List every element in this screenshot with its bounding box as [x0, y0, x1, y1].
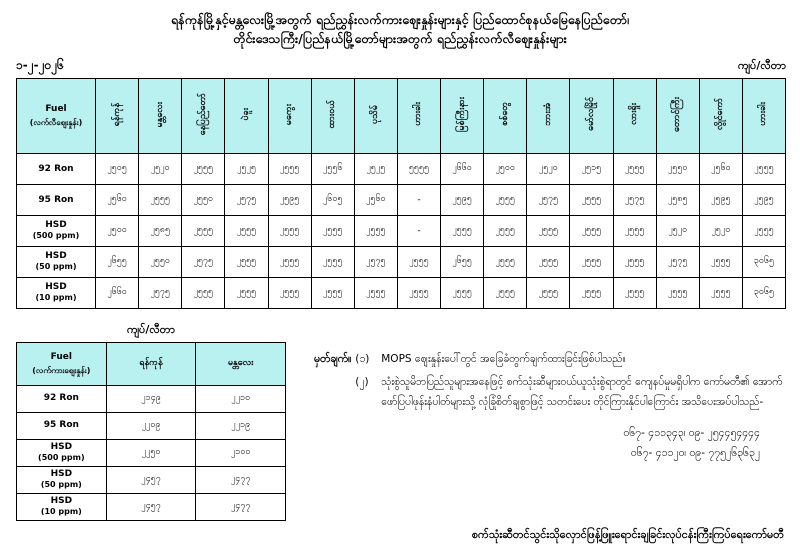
row-label	[17, 153, 96, 184]
notes-lead-label: မှတ်ချက်။	[314, 352, 352, 365]
price-cell: ၂၁၀၀	[196, 439, 286, 466]
column-header-city-8	[441, 78, 484, 153]
footer-committee-name: စက်သုံးဆီတင်သွင်းသိုလှောင်ဖြန့်ဖြူးရောင်းချခြင်းလုပ်ငန်းကြီးကြပ်ရေးကော်မတီ	[471, 528, 784, 541]
row-label	[17, 184, 96, 215]
title-line-2: တိုင်းဒေသကြီး/ပြည်နယ်မြို့တော်များအတွက် ရည်ညွှန်းလက်လီဈေးနှုန်းများ	[233, 31, 567, 47]
column-header-fuel	[17, 342, 107, 385]
row-label-text: HSD	[45, 220, 67, 231]
announcement-date: ၁-၂-၂၀၂၆	[16, 57, 64, 72]
column-header-city-7	[397, 78, 440, 153]
table-row	[17, 246, 786, 277]
city-label: ဘားအံ	[542, 102, 553, 126]
price-cell: ၂၂၁၀	[196, 385, 286, 412]
phone-line-2: ၀၆၇- ၄၁၁၂၀၊ ၀၉- ၇၇၅၂၆၃၆၃၂	[630, 446, 760, 459]
column-header-city-0	[96, 78, 139, 153]
price-cell: ၂၆၀၅	[311, 184, 354, 215]
price-cell: ၂၅၅၅	[441, 277, 484, 308]
city-label: မြစ်ကြီးနား	[456, 96, 467, 132]
city-label: မကွေး	[284, 103, 295, 125]
price-cell: ၂၅၅၀	[656, 153, 699, 184]
price-cell: ၂၅၅၅	[656, 277, 699, 308]
row-label-text: 92 Ron	[43, 392, 79, 403]
price-cell: ၂၅၅၅	[268, 153, 311, 184]
wholesale-unit-label: ကျပ်/လီတာ	[127, 322, 175, 336]
note-item	[314, 350, 784, 369]
price-cell: ၂၅၅၅	[484, 215, 527, 246]
price-cell: ၂၅၀၀	[96, 215, 139, 246]
price-cell: ၂၅၂၀	[656, 215, 699, 246]
price-cell: ၂၅၅၀	[139, 246, 182, 277]
price-cell: ၂၅၅၅	[441, 215, 484, 246]
row-label-sub: (10 ppm)	[35, 293, 77, 303]
column-header-city-11	[570, 78, 613, 153]
table-row	[17, 277, 786, 308]
price-cell: ၂၅၅၆	[311, 153, 354, 184]
retail-price-table-wrap	[0, 78, 800, 309]
row-label-sub: (10 ppm)	[40, 507, 82, 517]
column-header-yangon: ရန်ကုန်	[106, 342, 196, 385]
price-cell: ၂၅၅၅	[613, 215, 656, 246]
wholesale-price-table	[16, 342, 286, 521]
price-cell: ၂၆၆၀	[96, 277, 139, 308]
row-label	[17, 277, 96, 308]
phone-line-1: ၀၆၇- ၄၁၁၃၄၃၊ ၀၉- ၂၅၄၄၅၄၄၄၄	[623, 427, 760, 440]
price-cell: ၂၅၀၅	[96, 153, 139, 184]
price-cell: ၂၅၅၅	[742, 153, 785, 184]
row-label-sub: (500 ppm)	[38, 453, 85, 463]
price-cell: ၂၅၅၅	[182, 277, 225, 308]
contact-phones	[314, 424, 784, 464]
row-label	[17, 215, 96, 246]
price-cell: ၂၅၅၅	[570, 246, 613, 277]
column-header-city-14	[699, 78, 742, 153]
price-cell: ၂၄၅၇	[106, 493, 196, 520]
row-label-text: 95 Ron	[38, 194, 74, 205]
fuel-header-sub: (လက်လီဈေးနှုန်း)	[29, 117, 83, 127]
price-cell: ၂၅၅၅	[570, 277, 613, 308]
table-header-row	[17, 78, 786, 153]
price-cell: ၂၄၅၇	[106, 466, 196, 493]
column-header-city-1	[139, 78, 182, 153]
price-cell: ၂၅၅၅	[613, 246, 656, 277]
column-header-city-3	[225, 78, 268, 153]
price-cell: ၂၅၅၅	[699, 246, 742, 277]
row-label-text: HSD	[45, 282, 67, 293]
price-cell: ၂၄၇၇	[196, 466, 286, 493]
price-cell: ၂၅၅၅	[268, 215, 311, 246]
price-cell: ၂၂၅၀	[106, 439, 196, 466]
price-cell: ၂၅၅၅	[311, 215, 354, 246]
city-label: ထားဝယ်	[327, 100, 338, 129]
note-number: (၂)	[355, 376, 369, 389]
price-cell: ၂၅၅၅	[139, 184, 182, 215]
city-label: မော်လမြိုင်	[585, 97, 596, 132]
wholesale-price-table-wrap	[16, 342, 286, 521]
column-header-city-13	[656, 78, 699, 153]
city-label: တောင်ကြီး	[672, 96, 683, 132]
price-cell: ၂၅၇၅	[527, 184, 570, 215]
price-cell: ၂၆၅၅	[96, 246, 139, 277]
column-header-city-2	[182, 78, 225, 153]
price-cell: ၂၅၆၀	[699, 153, 742, 184]
row-label-sub: (50 ppm)	[35, 262, 77, 272]
price-cell: -	[397, 215, 440, 246]
price-cell: ၂၅၆၀	[354, 184, 397, 215]
price-cell: ၂၁၄၉	[106, 385, 196, 412]
table-row	[17, 215, 786, 246]
price-cell: ၂၆၅၅	[441, 246, 484, 277]
price-cell: ၂၅၂၀	[699, 215, 742, 246]
table-row	[17, 412, 286, 439]
row-label-text: 92 Ron	[38, 163, 74, 174]
column-header-city-10	[527, 78, 570, 153]
retail-unit-label: ကျပ်/လီတာ	[738, 58, 786, 72]
price-cell: ၂၅၈၅	[656, 184, 699, 215]
column-header-city-6	[354, 78, 397, 153]
price-cell: ၂၅၅၅	[397, 246, 440, 277]
price-cell: ၂၅၅၅	[182, 153, 225, 184]
price-cell: ၂၅၅၅	[527, 246, 570, 277]
price-cell: ၂၂၁၉	[196, 412, 286, 439]
price-cell: ၂၅၂၅	[354, 153, 397, 184]
price-cell: ၂၅၇၅	[656, 246, 699, 277]
city-label: ဟားခါး	[413, 102, 424, 127]
price-cell: ၂၅၅၅	[527, 215, 570, 246]
note-item	[314, 373, 784, 412]
notes-section	[314, 350, 784, 464]
price-cell: ၂၅၅၅	[354, 277, 397, 308]
fuel-header-text: Fuel	[45, 104, 67, 114]
table-row	[17, 153, 786, 184]
table-row	[17, 439, 286, 466]
row-label-text: 95 Ron	[43, 419, 79, 430]
price-cell: ၂၅၅၅	[613, 277, 656, 308]
price-cell: ၅၅၅၅	[397, 153, 440, 184]
table-row	[17, 466, 286, 493]
price-cell: ၂၅၅၅	[699, 277, 742, 308]
price-cell: ၂၅၅၅	[225, 246, 268, 277]
table-row	[17, 385, 286, 412]
price-cell: ၂၅၅၅	[268, 277, 311, 308]
price-cell: ၂၅၉၅	[268, 184, 311, 215]
row-label	[17, 412, 107, 439]
price-cell: -	[397, 184, 440, 215]
city-label: ပဲခူး	[240, 108, 251, 121]
note-number: (၁)	[355, 352, 370, 365]
price-cell: ၂၅၂၀	[139, 153, 182, 184]
page-title	[0, 0, 800, 49]
price-cell: ၂၅၅၀	[182, 184, 225, 215]
column-header-city-15	[742, 78, 785, 153]
price-cell: ၂၅၅၅	[311, 246, 354, 277]
price-cell: ၂၅၇၅	[225, 184, 268, 215]
column-header-city-5	[311, 78, 354, 153]
column-header-city-12	[613, 78, 656, 153]
price-cell: ၂၅၅၅	[527, 277, 570, 308]
price-cell: ၂၅၅၅	[570, 215, 613, 246]
city-label: စစ်တွေ	[499, 102, 510, 127]
price-cell: ၂၅၂၅	[225, 153, 268, 184]
price-cell: ၂၅၅၅	[311, 277, 354, 308]
price-cell: ၂၅၇၅	[613, 184, 656, 215]
column-header-city-9	[484, 78, 527, 153]
price-cell: ၂၂၀၉	[106, 412, 196, 439]
note-text: MOPS ဈေးနှုန်းပေါ်တွင် အခြေခံတွက်ချက်ထားခြင်းဖြစ်ပါသည်။	[381, 352, 626, 365]
price-cell: ၂၅၅၅	[397, 277, 440, 308]
city-label: လွိုင်ကော်	[715, 98, 726, 131]
city-label: မန္တလေး	[154, 101, 165, 127]
city-label: နေပြည်တော်	[197, 93, 208, 136]
price-cell: ၂၅၉၅	[441, 184, 484, 215]
title-line-1: ရန်ကုန်မြို့နှင့်မန္တလေးမြို့အတွက် ရည်ညွှန်းလက်ကားဈေးနှုန်းများနှင့် ပြည်ထောင်စုနယ်မြေနေပြည်တော်၊	[170, 12, 630, 27]
row-label	[17, 439, 107, 466]
fuel-header-text: Fuel	[50, 352, 72, 362]
row-label	[17, 246, 96, 277]
price-cell: ၂၆၆၀	[441, 153, 484, 184]
price-cell: ၂၅၅၅	[570, 184, 613, 215]
fuel-header-sub: (လက်ကားဈေးနှုန်း)	[32, 365, 91, 375]
row-label-text: HSD	[45, 251, 67, 262]
price-cell: ၂၅၀၀	[484, 153, 527, 184]
price-cell: ၂၅၇၅	[182, 246, 225, 277]
row-label-text: HSD	[50, 468, 73, 479]
price-cell: ၂၅၉၅	[742, 184, 785, 215]
price-cell: ၂၅၅၅	[484, 184, 527, 215]
price-cell: ၂၅၅၅	[225, 277, 268, 308]
city-label: လားရှိုး	[629, 103, 640, 126]
price-cell: ၃၀၆၅	[742, 277, 785, 308]
price-cell: ၂၅၈၅	[139, 215, 182, 246]
city-label: ဟားခါး	[758, 102, 769, 127]
price-cell: ၂၅၆၀	[96, 184, 139, 215]
price-cell: ၂၄၇၇	[196, 493, 286, 520]
row-label-sub: (50 ppm)	[40, 480, 82, 490]
city-label: ပုသိမ်	[370, 104, 381, 124]
price-cell: ၂၅၉၅	[699, 184, 742, 215]
row-label	[17, 493, 107, 520]
price-cell: ၂၅၅၅	[613, 153, 656, 184]
price-cell: ၂၅၅၅	[182, 215, 225, 246]
price-cell: ၃၀၆၅	[742, 246, 785, 277]
price-cell: ၂၅၇၅	[354, 246, 397, 277]
city-label: ရန်ကုန်	[111, 102, 122, 126]
row-label-sub: (500 ppm)	[32, 231, 80, 241]
price-cell: ၂၅၅၅	[484, 246, 527, 277]
bottom-section	[0, 342, 800, 521]
column-header-fuel	[17, 78, 96, 153]
table-row	[17, 493, 286, 520]
row-label	[17, 466, 107, 493]
table-header-row	[17, 342, 286, 385]
price-cell: ၂၅၇၅	[139, 277, 182, 308]
meta-row	[0, 49, 800, 78]
price-cell: ၂၅၅၅	[225, 215, 268, 246]
price-cell: ၂၅၁၅	[570, 153, 613, 184]
row-label-text: HSD	[50, 495, 73, 506]
table-row	[17, 184, 786, 215]
price-cell: ၂၅၅၅	[742, 215, 785, 246]
price-cell: ၂၅၅၅	[354, 215, 397, 246]
row-label-text: HSD	[50, 441, 73, 452]
retail-price-table	[16, 78, 786, 309]
price-cell: ၂၅၅၅	[268, 246, 311, 277]
note-text: သုံးစွဲသူမိဘပြည်သူများအနေဖြင့် စက်သုံးဆီများဝယ်ယူသုံးစွဲရာတွင် ကျေနပ်မှုမရှိပါက ကော်မတီ၏ အောက်ဖော်ပြပါဖုန်းနံပါတ်များသို့ လုံခြုံစိတ်ချစွာဖြင့် သတင်းပေး တိုင်ကြားနိုင်ပါကြောင်း အသိပေးအပ်ပါသည်-	[381, 376, 783, 408]
row-label	[17, 385, 107, 412]
price-cell: ၂၅၅၅	[484, 277, 527, 308]
column-header-mandalay: မန္တလေး	[196, 342, 286, 385]
column-header-city-4	[268, 78, 311, 153]
price-cell: ၂၅၂၀	[527, 153, 570, 184]
